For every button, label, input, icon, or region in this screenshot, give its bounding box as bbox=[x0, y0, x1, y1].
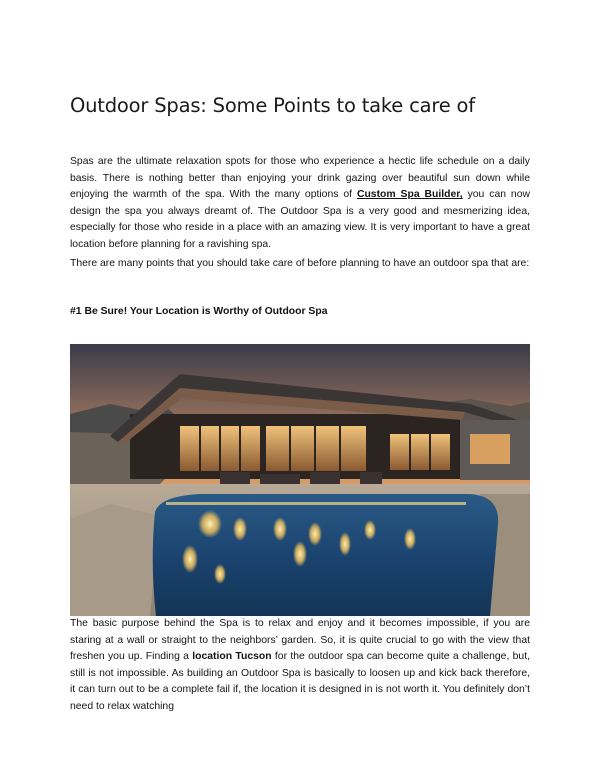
points-intro-paragraph: There are many points that you should take care of before planning to have an outdoor spa that are: bbox=[70, 258, 530, 269]
location-tucson-text: location Tucson bbox=[192, 651, 272, 663]
section-heading: #1 Be Sure! Your Location is Worthy of Outdoor Spa bbox=[70, 306, 328, 317]
location-text-end: for the outdoor spa can become quite a challenge, but, still is not impossible. As building an Outdoor Spa is basically to loosen up and kick back therefore, it can turn out to be a complete fail if, the location it is designed in is not worth it. You definitely don’t need to relax watching bbox=[70, 651, 530, 712]
page-title: Outdoor Spas: Some Points to take care of bbox=[70, 94, 475, 117]
intro-paragraph bbox=[70, 154, 530, 254]
custom-spa-builder-link[interactable]: Custom Spa Builder, bbox=[356, 189, 463, 201]
intro-text-start: Spas are the ultimate relaxation spots for those who experience a hectic life schedule on a daily basis. There is nothing better than enjoying your drink gazing over beautiful sun down while enjoying the warmth of the spa. With the many options of bbox=[70, 156, 530, 201]
outdoor-spa-photo bbox=[70, 344, 530, 616]
location-paragraph bbox=[70, 616, 530, 716]
intro-text-end: you can now design the spa you always dreamt of. The Outdoor Spa is a very good and mesmerizing idea, especially for those who reside in a place with an amazing view. It is very important to have a great location before planning for a ravishing spa. bbox=[70, 189, 530, 250]
location-text-start: The basic purpose behind the Spa is to relax and enjoy and it becomes impossible, if you are staring at a wall or straight to the neighbors’ garden. So, it is quite crucial to go with the view that freshen you up. Finding a bbox=[70, 618, 530, 663]
